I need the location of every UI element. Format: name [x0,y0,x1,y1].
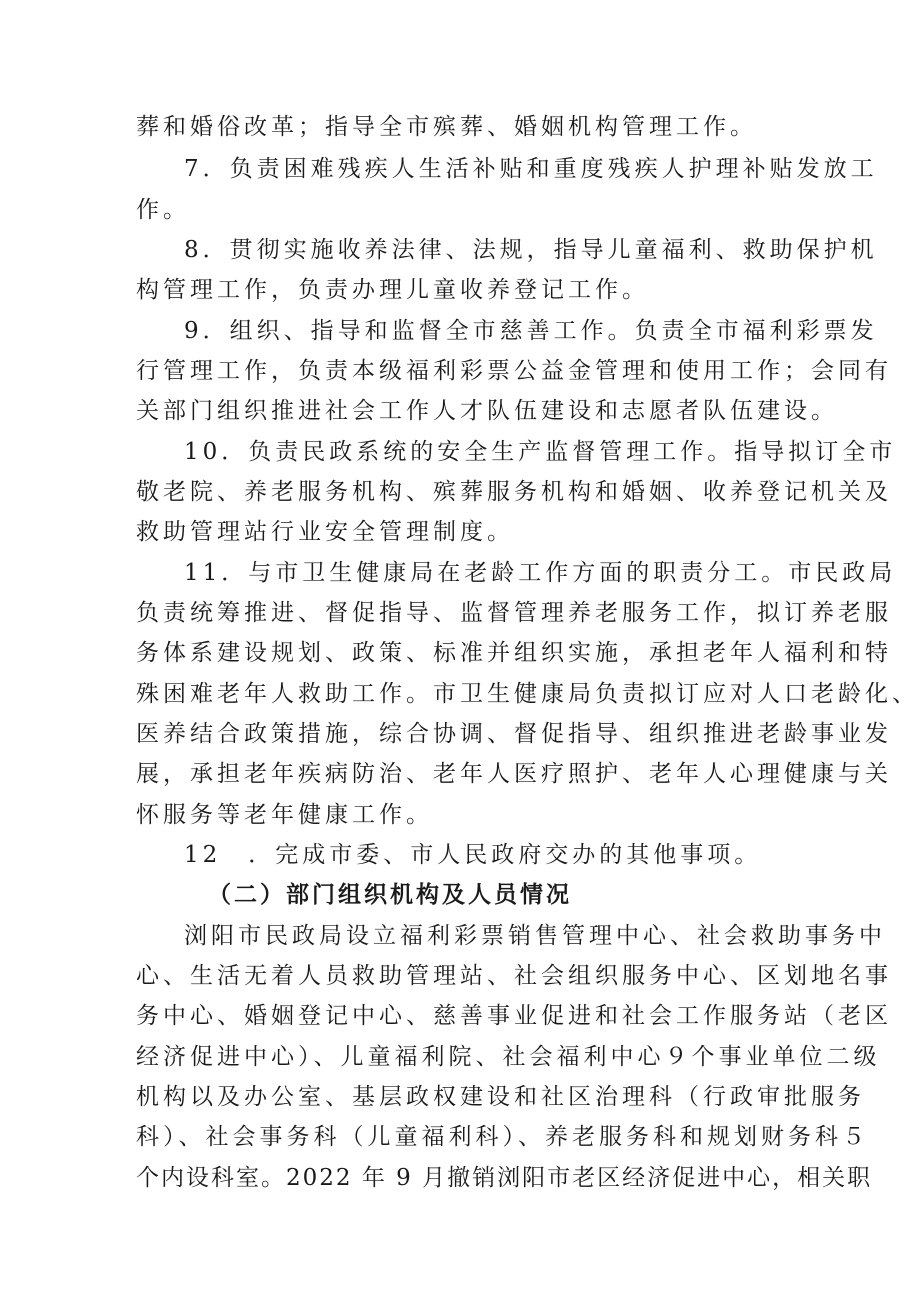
text-line: 科）、社会事务科（儿童福利科）、养老服务科和规划财务科５ [136,1124,869,1150]
text-line: 构管理工作，负责办理儿童收养登记工作。 [136,277,649,303]
item-12-line: 12 ．完成市委、市人民政府交办的其他事项。 [184,842,762,868]
text-line: 殊困难老年人救助工作。市卫生健康局负责拟订应对人口老龄化、 [136,681,919,707]
text-line: 医养结合政策措施，综合协调、督促指导、组织推进老龄事业发 [136,721,892,747]
text-line: 关部门组织推进社会工作人才队伍建设和志愿者队伍建设。 [136,398,838,424]
text-line: 敬老院、养老服务机构、殡葬服务机构和婚姻、收养登记机关及 [136,479,892,505]
text-line: 心、生活无着人员救助管理站、社会组织服务中心、区划地名事 [136,963,892,989]
text-line: 怀服务等老年健康工作。 [136,802,433,828]
text-line: 葬和婚俗改革；指导全市殡葬、婚姻机构管理工作。 [136,114,757,140]
item-11-line: 11．与市卫生健康局在老龄工作方面的职责分工。市民政局 [184,560,897,586]
section-heading: （二）部门组织机构及人员情况 [208,882,572,908]
text-line: 务中心、婚姻登记中心、慈善事业促进和社会工作服务站（老区 [136,1003,892,1029]
item-10-line: 10．负责民政系统的安全生产监督管理工作。指导拟订全市 [184,439,897,465]
text-line: 作。 [136,197,190,223]
text-line: 展，承担老年疾病防治、老年人医疗照护、老年人心理健康与关 [136,761,892,787]
text-line: 救助管理站行业安全管理制度。 [136,519,514,545]
text-line: 务体系建设规划、政策、标准并组织实施，承担老年人福利和特 [136,640,892,666]
text-line: 机构以及办公室、基层政权建设和社区治理科（行政审批服务 [136,1084,865,1110]
item-7-line: 7．负责困难残疾人生活补贴和重度残疾人护理补贴发放工 [184,156,878,182]
text-line: 负责统筹推进、督促指导、监督管理养老服务工作，拟订养老服 [136,600,892,626]
text-line: 行管理工作，负责本级福利彩票公益金管理和使用工作；会同有 [136,358,892,384]
item-9-line: 9．组织、指导和监督全市慈善工作。负责全市福利彩票发 [184,318,878,344]
org-paragraph-line: 浏阳市民政局设立福利彩票销售管理中心、社会救助事务中 [184,923,886,949]
text-line: 个内设科室。2022 年 9 月撤销浏阳市老区经济促进中心，相关职 [136,1165,873,1191]
text-line: 经济促进中心）、儿童福利院、社会福利中心９个事业单位二级 [136,1044,881,1070]
item-8-line: 8．贯彻实施收养法律、法规，指导儿童福利、救助保护机 [184,237,878,263]
